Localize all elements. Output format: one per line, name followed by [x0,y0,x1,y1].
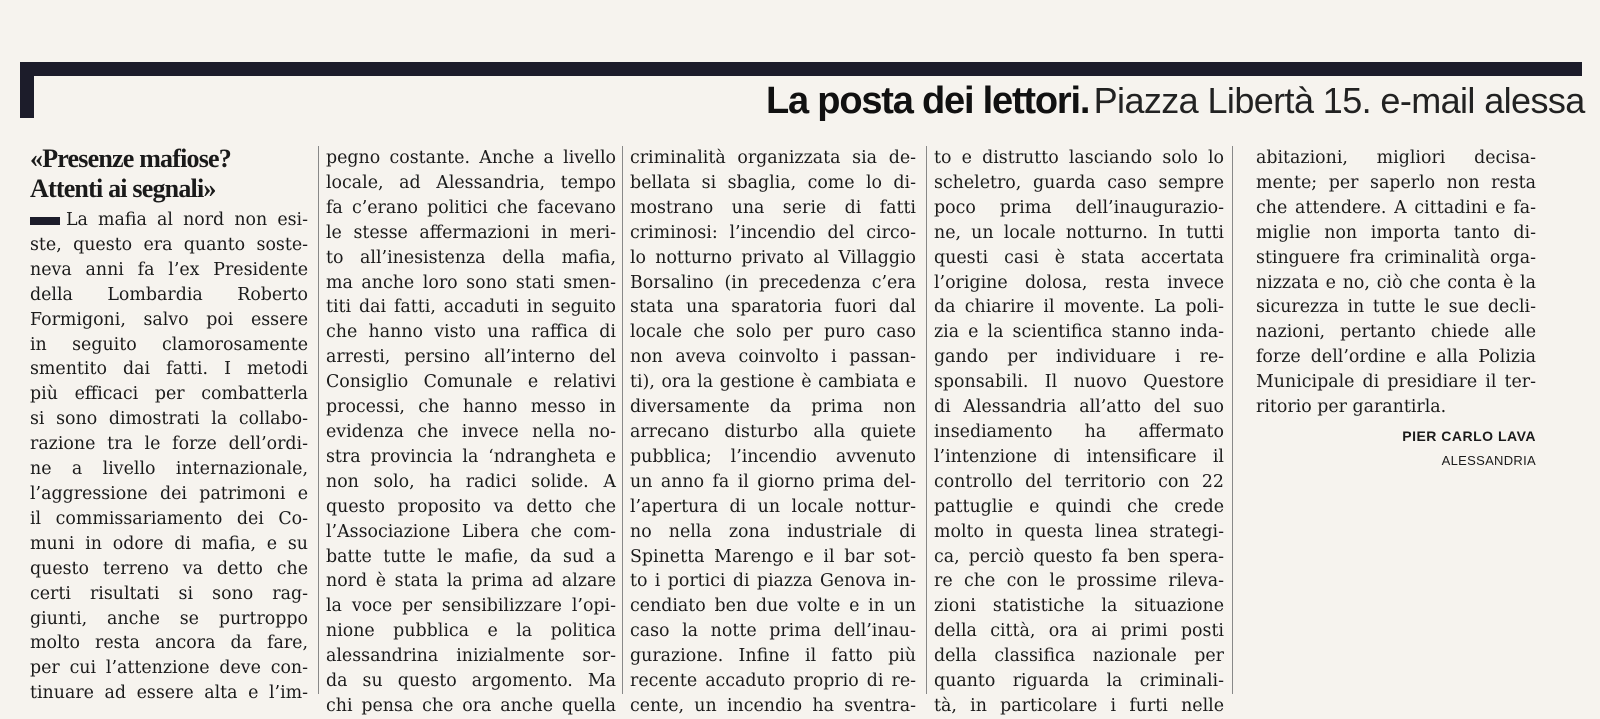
text-line: no nella zona industriale di [630,521,916,542]
rubric-header [766,80,1586,126]
text-line: alessandrina inizialmente sor- [326,646,616,667]
text-line: neva anni fa l’ex Presidente [30,259,308,280]
text-line: re che con le prossime rileva- [934,571,1224,592]
text-line: mente; per saperlo non resta [1256,172,1536,193]
text-line: Consiglio Comunale e relativi [326,372,616,393]
text-line: processi, che hanno messo in [326,397,616,418]
column-5-body [1256,146,1536,420]
column-divider [318,146,319,694]
text-line: ti), ora la gestione è cambiata e [630,372,916,393]
text-line: locale che solo per puro caso [630,322,916,343]
text-line: non solo, ha radici solide. A [326,471,616,492]
text-line: l’origine dolosa, resta invece [934,272,1224,293]
text-line: di Alessandria all’atto del suo [934,397,1224,418]
text-line: insediamento ha affermato [934,421,1224,442]
column-5 [1256,146,1536,474]
text-line: giunti, anche se purtroppo [30,608,308,629]
text-line [30,208,308,233]
column-1 [30,138,308,706]
text-line: un anno fa il giorno prima del- [630,471,916,492]
text-line: nione pubblica e la politica [326,621,616,642]
text-line: diversamente da prima non [630,397,916,418]
text-line: l’intenzione di intensificare il [934,446,1224,467]
lead-marker [30,217,60,225]
text-line: Formigoni, salvo poi essere [30,309,308,330]
text-line: ritorio per garantirla. [1256,397,1447,418]
text-line: forze dell’ordine e alla Polizia [1256,347,1536,368]
text-line: ca, perciò questo fa ben spera- [934,546,1224,567]
text-line: tà, in particolare i furti nelle [934,695,1224,716]
text-line: ne, un locale notturno. In tutti [934,222,1224,243]
text-line: to i portici di piazza Genova in- [630,571,916,592]
text-line: sicurezza in tutte le sue decli- [1256,297,1536,318]
text-line: razione tra le forze dell’ordi- [30,434,308,455]
text-line: pattuglie e quindi che crede [934,496,1224,517]
text-line: scheletro, guarda caso sempre [934,172,1224,193]
text-line: batte tutte le mafie, da sud a [326,546,616,567]
text-line: per cui l’attenzione deve con- [30,658,308,679]
text-line: lo notturno privato al Villaggio [630,247,916,268]
text-line: arresti, persino all’interno del [326,347,616,368]
text-line: questo proposito va detto che [326,496,616,517]
text-line: arrecano disturbo alla quiete [630,421,916,442]
text-line: bellata si sbaglia, come lo di- [630,172,916,193]
text-line: muni in odore di mafia, e su [30,533,308,554]
text-line: sponsabili. Il nuovo Questore [934,372,1224,393]
author-signature: PIER CARLO LAVA [1402,427,1536,444]
text-line: abitazioni, migliori decisa- [1256,148,1536,168]
column-divider [1232,146,1233,694]
text-line: l’Associazione Libera che com- [326,521,616,542]
letter-headline [30,144,308,204]
text-line: nazioni, pertanto chiede alle [1256,322,1536,343]
column-divider [622,146,623,694]
text-line: stinguere fra criminalità orga- [1256,247,1536,268]
rubric-title: La posta dei lettori. [766,80,1090,122]
text-line: to all’inesistenza della mafia, [326,247,616,268]
text-line: Borsalino (in precedenza c’era [630,272,916,293]
text-line: ste, questo era quanto soste- [30,234,308,255]
text-line: non aveva coinvolto i passan- [630,347,916,368]
text-line: Municipale di presidiare il ter- [1256,372,1536,393]
text-line: in seguito clamorosamente [30,334,308,355]
text-line: l’aggressione dei patrimoni e [30,483,308,504]
text-line: quanto riguarda la criminali- [934,671,1224,692]
column-3 [630,146,916,719]
text-line: gando per individuare i re- [934,347,1224,368]
text-line: poco prima dell’inaugurazio- [934,197,1224,218]
text-line: evidenza che invece nella no- [326,421,616,442]
text-line: molto resta ancora da fare, [30,633,308,654]
text-line: le stesse affermazioni in meri- [326,222,616,243]
text-line: gurazione. Infine il fatto più [630,646,916,667]
text-line: ne a livello internazionale, [30,459,308,480]
text-line: recente accaduto proprio di re- [630,671,916,692]
column-4 [934,146,1224,719]
text-line: nizzata e no, ciò che conta è la [1256,272,1536,293]
text-line: della città, ora ai primi posti [934,621,1224,642]
text-line: la voce per sensibilizzare l’opi- [326,596,616,617]
text-line: molto in questa linea strategi- [934,521,1224,542]
column-2 [326,146,616,719]
text-line: chi pensa che ora anche quella [326,695,616,716]
rubric-address: Piazza Libertà 15. e-mail alessa [1093,80,1585,121]
text-line: cendiato ben due volte e in un [630,596,916,617]
text-line: pegno costante. Anche a livello [326,148,616,168]
text-line: il commissariamento dei Co- [30,508,308,529]
text-line: Spinetta Marengo e il bar sot- [630,546,916,567]
text-line: stata una sparatoria fuori dal [630,297,916,318]
text-line: criminalità organizzata sia de- [630,148,916,168]
text-line: fa c’erano politici che facevano [326,197,616,218]
text-line: miglie non importa tanto di- [1256,222,1536,243]
text-line: zia e la scientifica stanno inda- [934,322,1224,343]
text-line: smentito dai fatti. I metodi [30,359,308,380]
text-line: zioni statistiche la situazione [934,596,1224,617]
headline-line-2: Attenti ai segnali» [30,174,216,203]
column-divider [926,146,927,694]
text-line: più efficaci per combatterla [30,384,308,405]
text-line: caso la notte prima dell’inau- [630,621,916,642]
text-line: si sono dimostrati la collabo- [30,409,308,430]
column-1-body [30,208,308,706]
text-line: che hanno visto una raffica di [326,322,616,343]
text-line: che attendere. A cittadini e fa- [1256,197,1536,218]
header-rule-corner [20,62,34,118]
text-line: certi risultati si sono rag- [30,583,308,604]
author-city: ALESSANDRIA [1441,452,1536,468]
text-line: da chiarire il movente. La poli- [934,297,1224,318]
text-line: ma anche loro sono stati smen- [326,272,616,293]
text-line: criminosi: l’incendio del circo- [630,222,916,243]
text-line: controllo del territorio con 22 [934,471,1224,492]
text-line-content: La mafia al nord non esi- [66,210,308,230]
text-line: tinuare ad essere alta e l’im- [30,683,308,704]
text-line: da su questo argomento. Ma [326,671,616,692]
text-line: cente, un incendio ha sventra- [630,695,916,716]
text-line: questi casi è stata accertata [934,247,1224,268]
text-line: stra provincia la ‘ndrangheta e [326,446,616,467]
text-line: mostrano una serie di fatti [630,197,916,218]
text-line: pubblica; l’incendio avvenuto [630,446,916,467]
text-line: nord è stata la prima ad alzare [326,571,616,592]
letter-article [20,138,1268,716]
text-line: questo terreno va detto che [30,558,308,579]
text-line: titi dai fatti, accaduti in seguito [326,297,616,318]
text-line: della Lombardia Roberto [30,284,308,305]
headline-line-1: «Presenze mafiose? [30,144,231,173]
text-line: l’apertura di un locale nottur- [630,496,916,517]
text-line: to e distrutto lasciando solo lo [934,148,1224,168]
header-rule-bar [20,62,1582,76]
text-line: locale, ad Alessandria, tempo [326,172,616,193]
text-line: della classifica nazionale per [934,646,1224,667]
